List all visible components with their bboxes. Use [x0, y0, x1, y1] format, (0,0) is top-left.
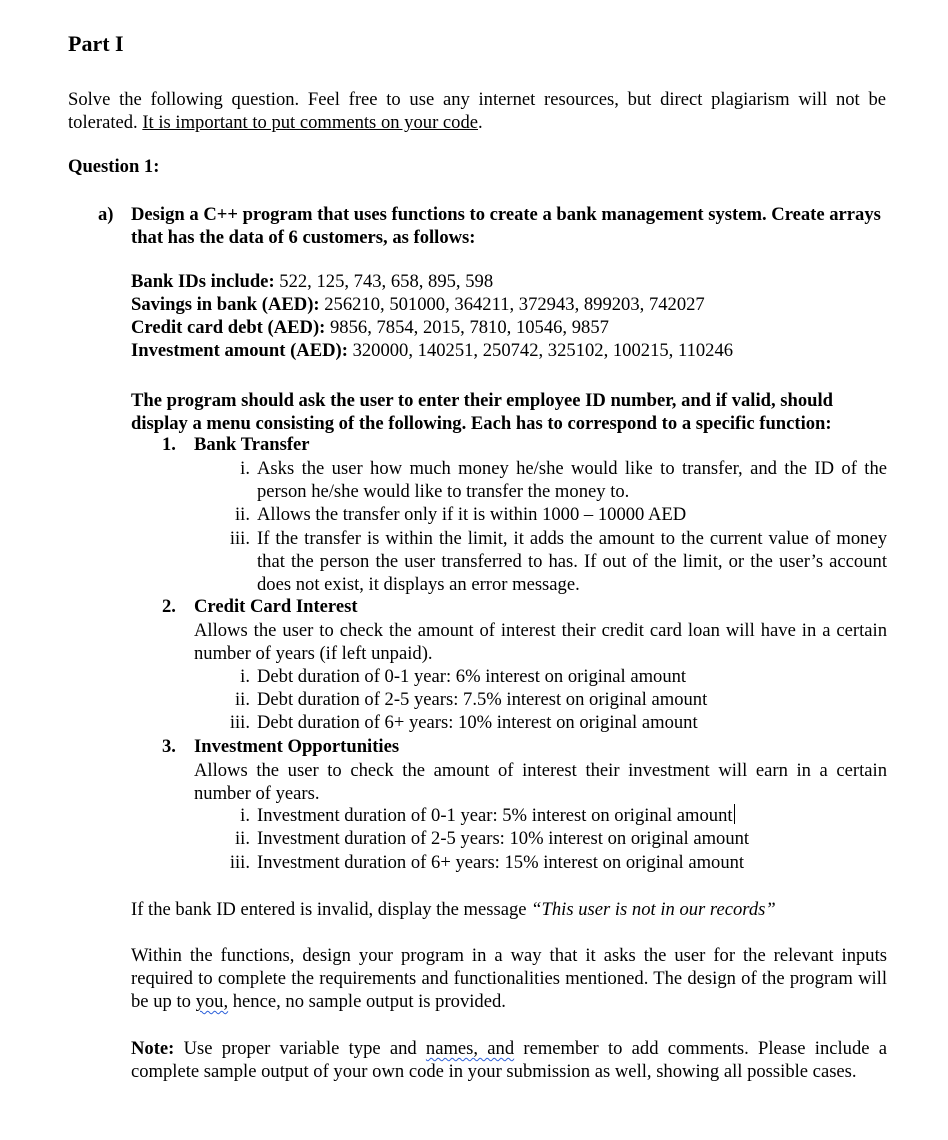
menu-number-2: 2.: [162, 596, 176, 617]
design-text: Within the functions, design your program in a way that it asks the user for the relevant inputs required to complete the requirements and functionalities mentioned. The design of the program will be up to: [131, 945, 887, 1012]
data-row-savings: [131, 293, 887, 316]
data-value: 9856, 7854, 2015, 7810, 10546, 9857: [325, 317, 609, 338]
note-label: Note:: [131, 1038, 175, 1059]
menu-description: Allows the user to check the amount of interest their credit card loan will have in a certain number of years (if left unpaid).: [194, 620, 887, 664]
menu-number-3: 3.: [162, 736, 176, 757]
sub-item-text: Debt duration of 0-1 year: 6% interest on original amount: [257, 666, 687, 687]
program-instructions: The program should ask the user to enter their employee ID number, and if valid, should display a menu consisting of the following. Each has to correspond to a specific function:: [131, 390, 833, 434]
sub-item-text: If the transfer is within the limit, it adds the amount to the current value of money that the person the user transferred to has. If out of the limit, or the user’s account does not exist, it displays an error message.: [257, 528, 887, 595]
sub-item-text: Allows the transfer only if it is within 1000 – 10000 AED: [257, 504, 687, 525]
invalid-id-paragraph: [131, 898, 887, 921]
intro-text-end: .: [478, 112, 483, 133]
menu-number-1: 1.: [162, 434, 176, 455]
intro-paragraph: [68, 88, 886, 134]
data-label: Credit card debt (AED):: [131, 317, 326, 338]
page-title: Part I: [68, 31, 124, 56]
sub-marker: i.: [240, 666, 250, 687]
sub-marker: iii.: [229, 528, 250, 549]
sub-item-text: Investment duration of 0-1 year: 5% interest on original amount: [257, 805, 733, 826]
note-text: Use proper variable type and: [174, 1038, 426, 1059]
sub-item-text: Investment duration of 2-5 years: 10% interest on original amount: [257, 828, 750, 849]
grammar-flag: names, and: [425, 1038, 515, 1059]
sub-marker: i.: [240, 458, 250, 479]
data-row-credit-debt: [131, 316, 887, 339]
spelling-flag: you,: [195, 991, 229, 1012]
menu-title-credit-card-interest: Credit Card Interest: [194, 596, 358, 617]
customer-data-block: [131, 270, 887, 362]
menu-title-bank-transfer: Bank Transfer: [194, 434, 310, 455]
design-paragraph: [131, 944, 887, 1013]
invalid-id-text: If the bank ID entered is invalid, display the message: [131, 899, 532, 920]
data-value: 256210, 501000, 364211, 372943, 899203, 742027: [319, 294, 705, 315]
sub-marker: ii.: [235, 828, 250, 849]
data-row-bank-ids: [131, 270, 887, 293]
part-a-marker: a): [98, 204, 114, 225]
data-label: Savings in bank (AED):: [131, 294, 320, 315]
sub-item-text: Debt duration of 2-5 years: 7.5% interest on original amount: [257, 689, 708, 710]
sub-item-text-with-cursor: [257, 804, 887, 827]
invalid-id-message: “This user is not in our records”: [531, 899, 776, 920]
text-cursor: [734, 804, 735, 824]
sub-marker: iii.: [229, 712, 250, 733]
note-text-end: remember to add comments. Please include a complete sample output of your own code in your submission as well, showing all possible cases.: [131, 1038, 887, 1082]
sub-item-text: Investment duration of 6+ years: 15% interest on original amount: [257, 852, 745, 873]
sub-marker: i.: [240, 805, 250, 826]
data-label: Investment amount (AED):: [131, 340, 348, 361]
data-value: 522, 125, 743, 658, 895, 598: [274, 271, 494, 292]
question-title: Question 1:: [68, 156, 160, 177]
intro-underlined-text: It is important to put comments on your code: [142, 112, 479, 133]
part-a-prompt: Design a C++ program that uses functions to create a bank management system. Create arrays that has the data of 6 customers, as follows:: [131, 204, 881, 248]
data-label: Bank IDs include:: [131, 271, 275, 292]
sub-marker: ii.: [235, 689, 250, 710]
sub-marker: ii.: [235, 504, 250, 525]
design-text-end: hence, no sample output is provided.: [228, 991, 506, 1012]
sub-item-text: Debt duration of 6+ years: 10% interest on original amount: [257, 712, 698, 733]
note-paragraph: [131, 1037, 887, 1083]
sub-marker: iii.: [229, 852, 250, 873]
data-row-investment: [131, 339, 887, 362]
sub-item-text: Asks the user how much money he/she would like to transfer, and the ID of the person he/she would like to transfer the money to.: [257, 458, 887, 502]
intro-text: Solve the following question. Feel free to use any internet resources, but direct plagiarism will not be tolerated.: [68, 89, 886, 133]
data-value: 320000, 140251, 250742, 325102, 100215, 110246: [347, 340, 734, 361]
menu-description: Allows the user to check the amount of interest their investment will earn in a certain number of years.: [194, 760, 887, 804]
menu-title-investment-opportunities: Investment Opportunities: [194, 736, 400, 757]
